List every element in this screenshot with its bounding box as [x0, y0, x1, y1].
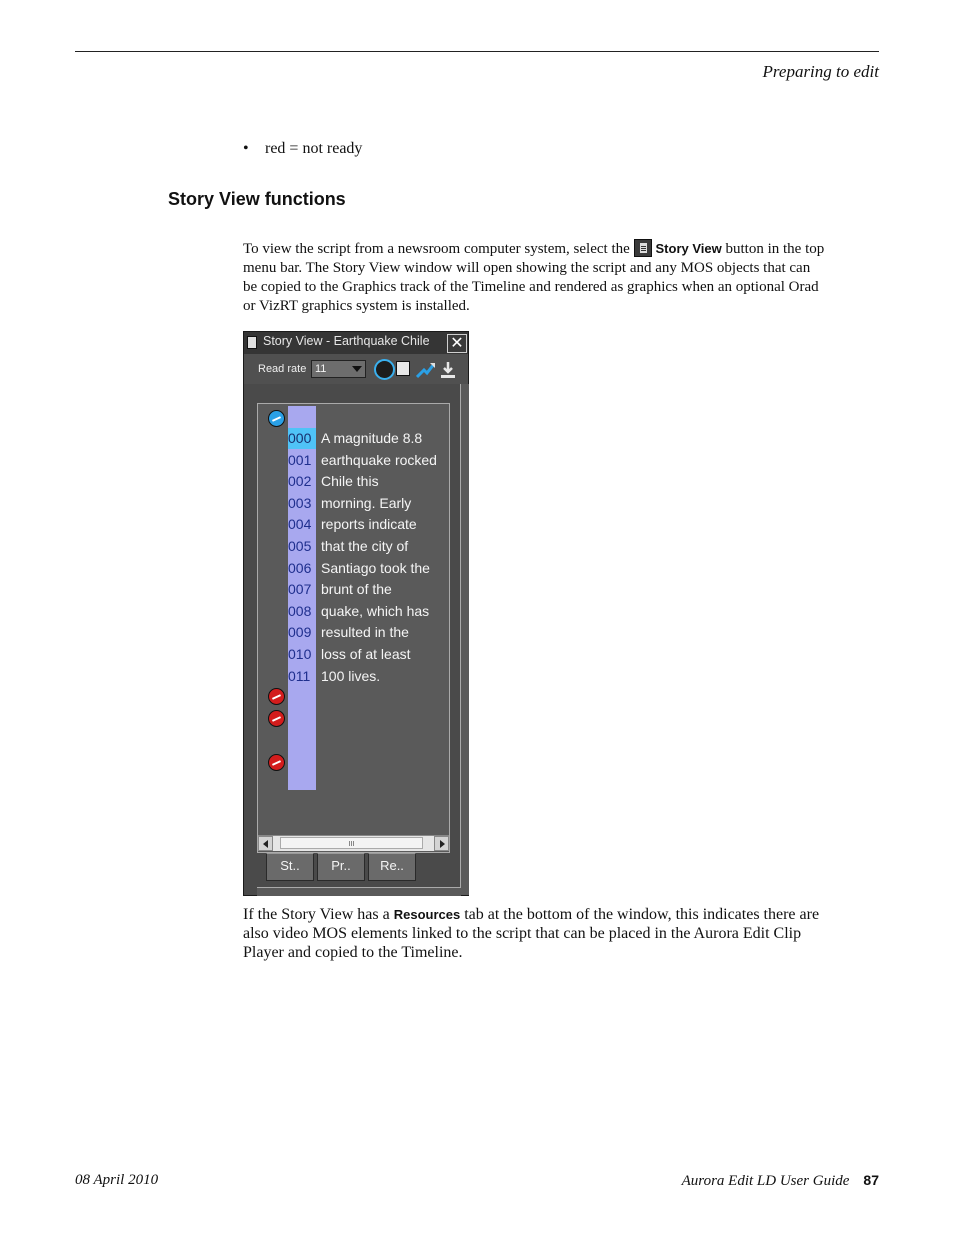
- script-line[interactable]: [288, 622, 409, 644]
- mos-not-ready-icon[interactable]: [268, 710, 285, 727]
- script-line[interactable]: [288, 428, 423, 450]
- script-line[interactable]: [288, 579, 392, 601]
- tab-resources[interactable]: Re..: [368, 853, 416, 881]
- line-text: earthquake rocked: [321, 451, 437, 468]
- mos-object-icon[interactable]: [374, 359, 395, 380]
- line-number: 001: [288, 451, 312, 468]
- bullet-glyph: •: [243, 140, 249, 157]
- story-view-button-icon: [634, 239, 652, 257]
- tab-story[interactable]: St..: [266, 853, 314, 881]
- line-number: 000: [288, 428, 316, 449]
- line-text: loss of at least: [321, 645, 411, 662]
- line-text: Chile this: [321, 473, 379, 490]
- tab-preview[interactable]: Pr..: [317, 853, 365, 881]
- scrollbar-thumb[interactable]: [280, 837, 423, 849]
- mos-not-ready-icon[interactable]: [268, 754, 285, 771]
- script-line[interactable]: [288, 644, 411, 666]
- line-number: 006: [288, 559, 312, 576]
- bullet-text: red = not ready: [265, 140, 363, 157]
- resources-ui-word: Resources: [393, 907, 461, 922]
- window-frame-bottom: [257, 887, 461, 896]
- header-rule: [75, 51, 879, 52]
- chevron-down-icon: [352, 366, 362, 372]
- window-toolbar: [244, 354, 468, 384]
- line-text: Santiago took the: [321, 559, 430, 576]
- line-text: brunt of the: [321, 581, 392, 598]
- line-number: 008: [288, 602, 312, 619]
- line-text: reports indicate: [321, 516, 417, 533]
- page-number: 87: [863, 1172, 879, 1188]
- line-text: A magnitude 8.8: [321, 430, 423, 446]
- window-frame-right: [460, 384, 469, 895]
- line-number: 004: [288, 516, 312, 533]
- line-text: morning. Early: [321, 494, 412, 511]
- line-text: resulted in the: [321, 624, 409, 641]
- intro-paragraph: [243, 239, 827, 316]
- read-rate-label: Read rate: [258, 363, 307, 375]
- script-pane: [257, 403, 450, 853]
- footer-guide-title: Aurora Edit LD User Guide: [681, 1173, 850, 1189]
- read-rate-select[interactable]: [311, 360, 366, 378]
- story-view-window: [243, 331, 469, 896]
- closing-paragraph: [243, 905, 827, 962]
- line-number: 003: [288, 494, 312, 511]
- intro-text-before: To view the script from a newsroom computer system, select the: [243, 241, 630, 257]
- line-text: 100 lives.: [321, 667, 381, 684]
- list-icon[interactable]: [396, 361, 410, 376]
- line-number: 009: [288, 624, 312, 641]
- download-icon[interactable]: [440, 361, 456, 379]
- read-rate-value: 11: [315, 363, 327, 375]
- story-view-icon: [247, 336, 257, 349]
- window-titlebar: [244, 332, 468, 354]
- script-line[interactable]: [288, 493, 412, 515]
- mos-not-ready-icon[interactable]: [268, 688, 285, 705]
- line-text: quake, which has: [321, 602, 430, 619]
- close-button[interactable]: ✕: [447, 334, 467, 353]
- closing-text-before: If the Story View has a: [243, 906, 390, 923]
- graph-icon[interactable]: [416, 361, 436, 379]
- script-line[interactable]: [288, 450, 437, 472]
- script-line[interactable]: [288, 601, 430, 623]
- running-header: Preparing to edit: [762, 62, 879, 81]
- line-number: 002: [288, 473, 312, 490]
- line-number: 005: [288, 537, 312, 554]
- scroll-right-icon[interactable]: [434, 836, 449, 851]
- mos-ready-icon[interactable]: [268, 410, 285, 427]
- script-line[interactable]: [288, 514, 417, 536]
- window-title: Story View - Earthquake Chile: [263, 334, 430, 348]
- story-view-tabs: [266, 853, 426, 881]
- line-number: 007: [288, 581, 312, 598]
- script-line[interactable]: [288, 536, 409, 558]
- story-view-button-label: Story View: [655, 241, 722, 256]
- script-line[interactable]: [288, 471, 379, 493]
- footer-date: 08 April 2010: [75, 1172, 159, 1188]
- script-lines: [288, 428, 437, 687]
- intro-text-after: button in the top menu bar. The Story View window will open showing the script and any MOS objects that can be copied to the Graphics track of the Timeline and rendered as graphics when an optional Orad or VizRT graphics system is installed.: [243, 241, 825, 314]
- footer-right: [682, 1172, 879, 1190]
- bullet-item: [243, 140, 362, 158]
- line-number: 010: [288, 645, 312, 662]
- script-line[interactable]: [288, 558, 430, 580]
- scroll-left-icon[interactable]: [258, 836, 273, 851]
- horizontal-scrollbar[interactable]: [258, 835, 449, 851]
- line-number: 011: [288, 667, 311, 684]
- script-line[interactable]: [288, 666, 381, 688]
- section-heading: Story View functions: [168, 189, 346, 209]
- line-text: that the city of: [321, 537, 409, 554]
- closing-text-after: tab at the bottom of the window, this indicates there are also video MOS elements linked to the script that can be placed in the Aurora Edit Clip Player and copied to the Timeline.: [243, 906, 820, 961]
